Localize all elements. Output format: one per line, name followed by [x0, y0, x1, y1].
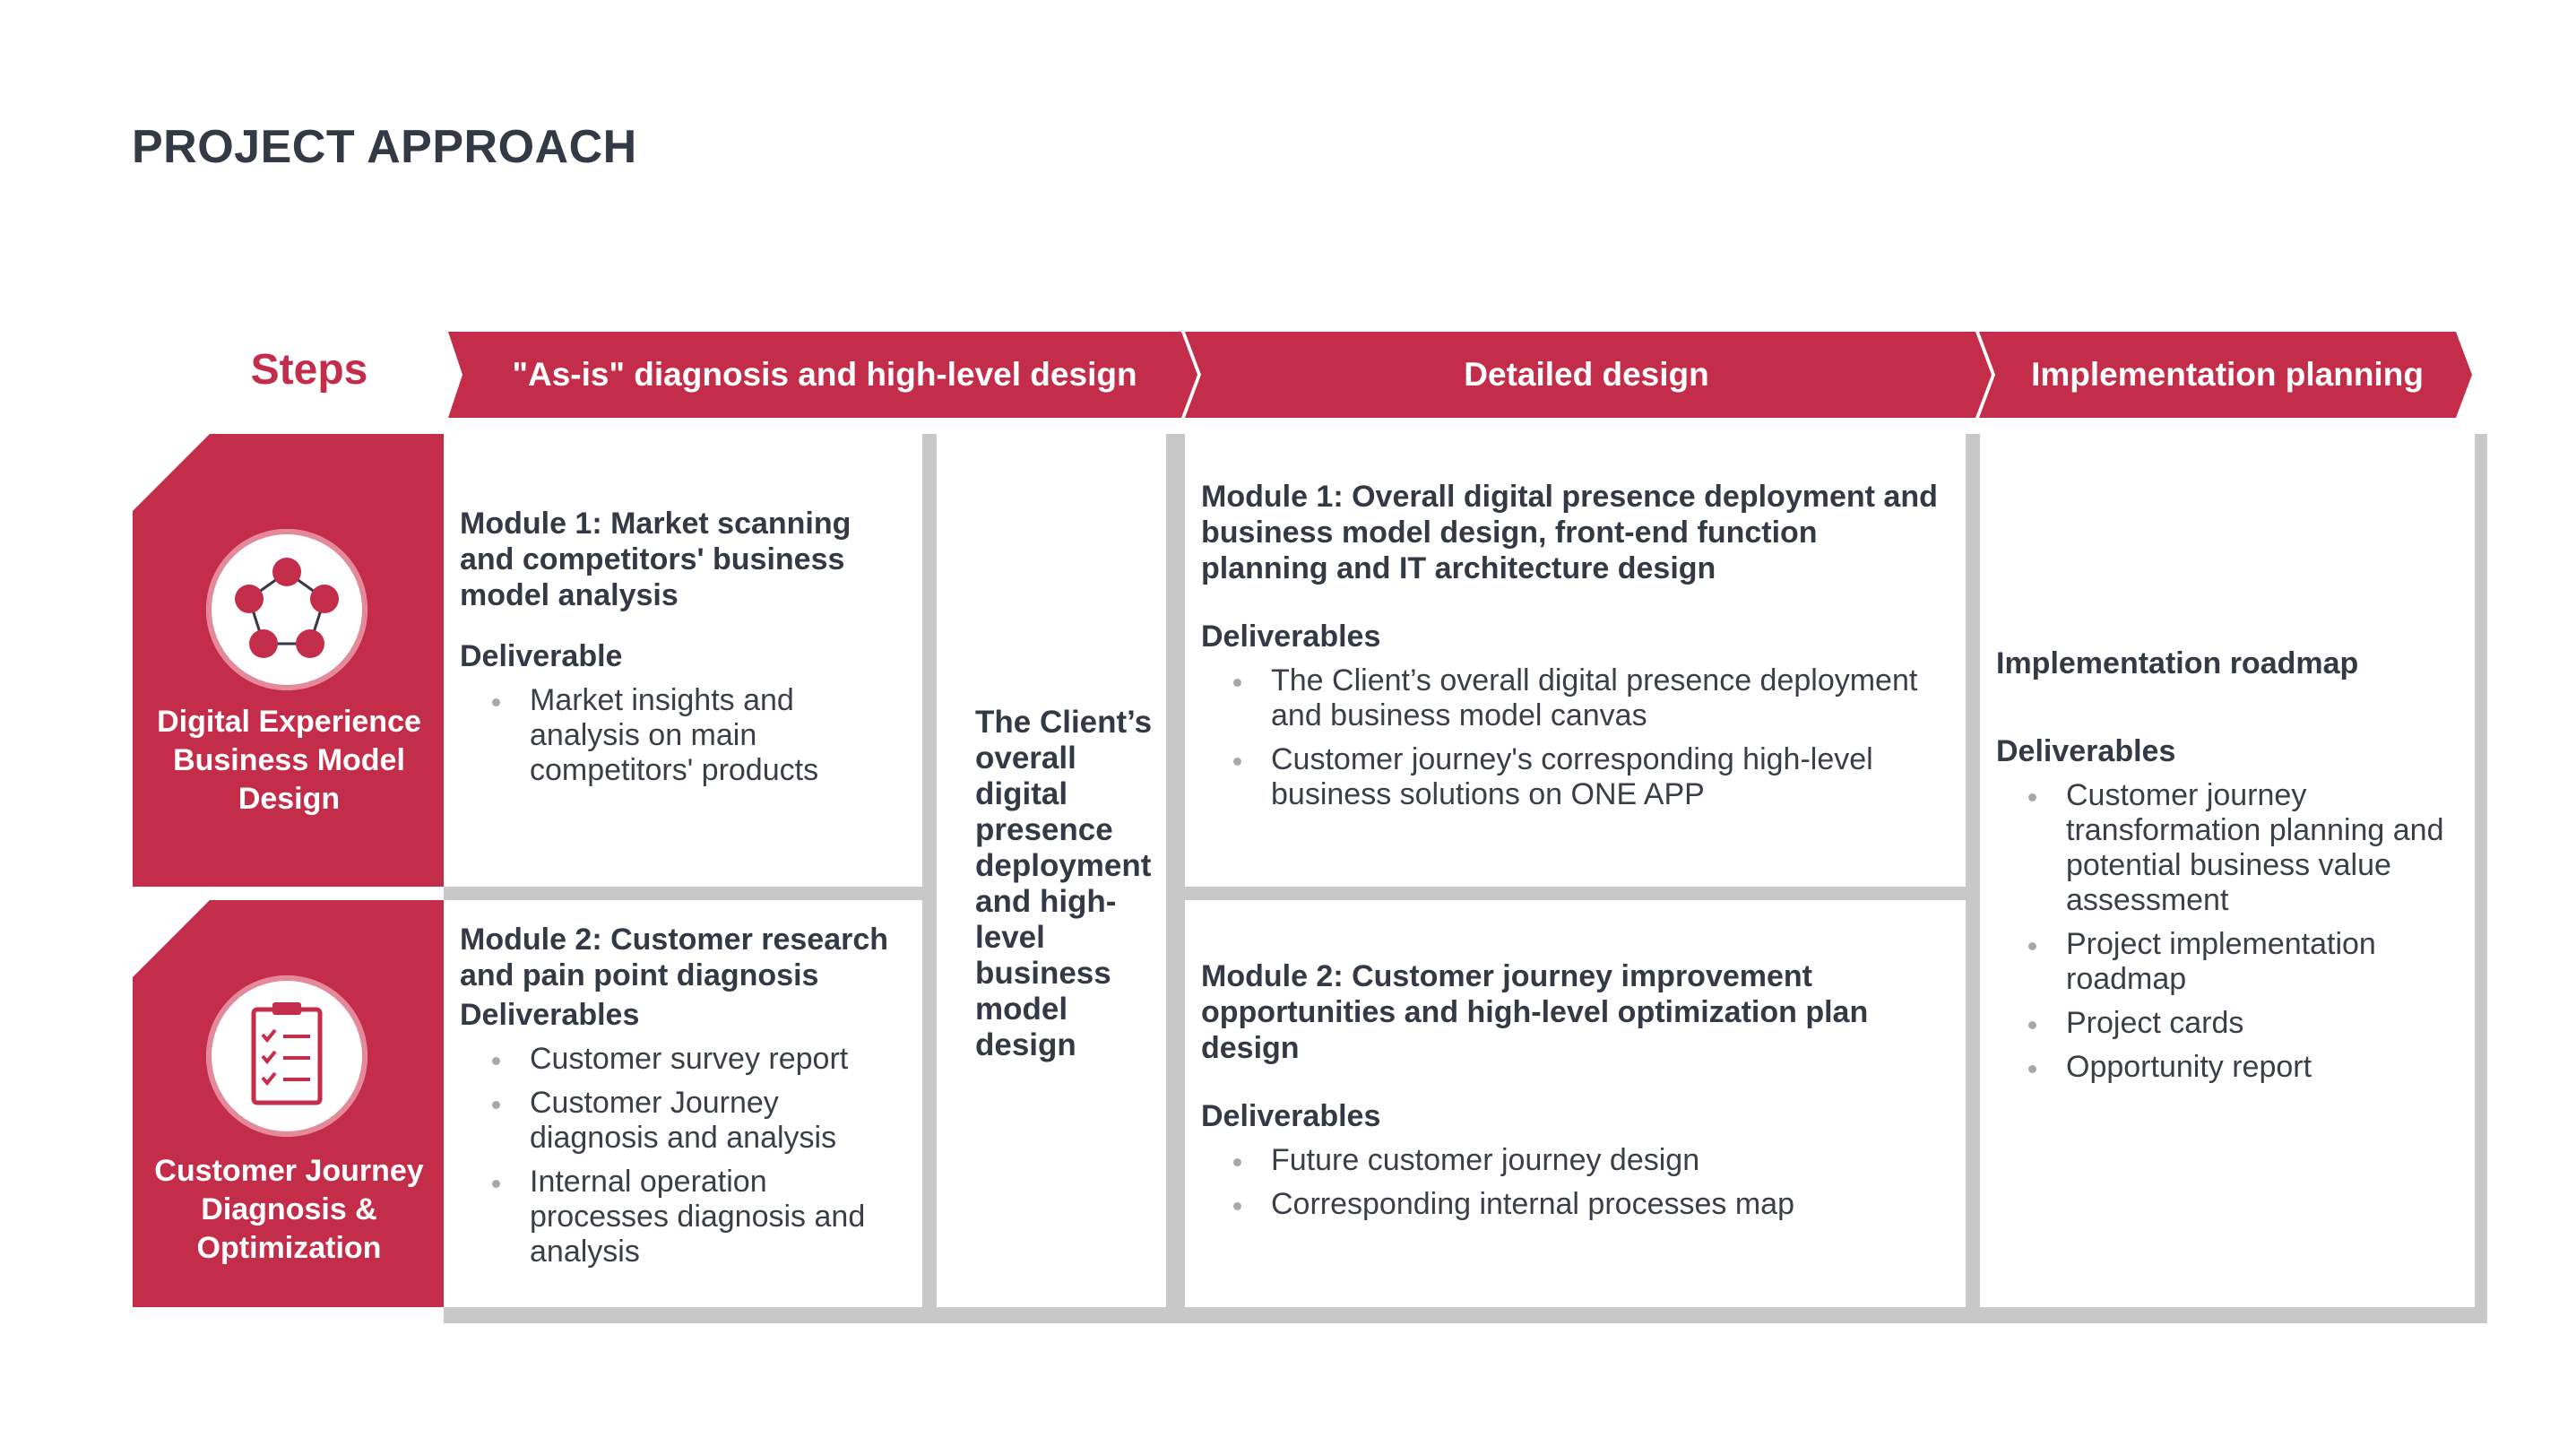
row-1-label: Digital Experience Business Model Design	[157, 705, 421, 816]
col1-module2-title: Module 2: Customer research and pain point diagnosis	[460, 923, 889, 992]
col3-module1-deliverables-heading: Deliverables	[1201, 620, 1381, 654]
col1-module1-deliverables-list	[460, 683, 906, 788]
col2-text: The Client’s overall digital presence deployment and high-level business model design	[975, 705, 1153, 1062]
phase-label-3: Implementation planning	[2031, 356, 2424, 393]
list-item: Customer Journey diagnosis and analysis	[530, 1086, 906, 1156]
list-item: Future customer journey design	[1271, 1143, 1949, 1178]
list-item: Customer journey's corresponding high-level business solutions on ONE APP	[1271, 742, 1949, 812]
list-item: Market insights and analysis on main competitors' products	[530, 683, 906, 788]
col4-title: Implementation roadmap	[1996, 646, 2359, 680]
col2-card	[937, 434, 1179, 1307]
network-pentagon-icon	[206, 529, 367, 690]
col4-deliverables-list	[1996, 778, 2459, 1085]
col3-module1-card	[1185, 434, 1978, 887]
col1-module2-card	[444, 900, 935, 1307]
list-item: Corresponding internal processes map	[1271, 1187, 1949, 1222]
col1-module1-deliverables-heading: Deliverable	[460, 639, 623, 673]
list-item: Customer survey report	[530, 1042, 906, 1077]
row-2-label: Customer Journey Diagnosis & Optimization	[154, 1154, 424, 1265]
col3-module1-deliverables-list	[1201, 663, 1949, 812]
phase-label-2: Detailed design	[1464, 356, 1709, 393]
list-item: Opportunity report	[2066, 1050, 2459, 1085]
col1-module1-title: Module 1: Market scanning and competitors' business model analysis	[460, 507, 851, 612]
col1-module2-deliverables-heading: Deliverables	[460, 998, 640, 1032]
list-item: Project cards	[2066, 1006, 2459, 1041]
list-item: Customer journey transformation planning and potential business value assessment	[2066, 778, 2459, 918]
row-1-icon-circle	[206, 529, 367, 690]
page-title: PROJECT APPROACH	[132, 121, 637, 173]
row-2-icon-circle	[206, 975, 367, 1137]
col1-module1-card	[444, 434, 935, 887]
list-item: Internal operation processes diagnosis and analysis	[530, 1165, 906, 1269]
col3-module2-deliverables-heading: Deliverables	[1201, 1099, 1381, 1133]
col4-card	[1980, 434, 2487, 1307]
list-item: The Client’s overall digital presence deployment and business model canvas	[1271, 663, 1949, 733]
clipboard-checklist-icon	[206, 975, 367, 1137]
col3-module2-title: Module 2: Customer journey improvement opportunities and high-level optimization plan design	[1201, 959, 1869, 1065]
col3-module2-deliverables-list	[1201, 1143, 1949, 1222]
col1-module2-deliverables-list	[460, 1042, 906, 1269]
col4-deliverables-heading: Deliverables	[1996, 734, 2176, 768]
col3-module1-title: Module 1: Overall digital presence deployment and business model design, front-end function planning and IT architecture design	[1201, 480, 1938, 585]
steps-label: Steps	[250, 346, 368, 394]
col3-module2-card	[1185, 900, 1978, 1307]
phase-label-1: "As-is" diagnosis and high-level design	[512, 356, 1137, 393]
list-item: Project implementation roadmap	[2066, 927, 2459, 997]
